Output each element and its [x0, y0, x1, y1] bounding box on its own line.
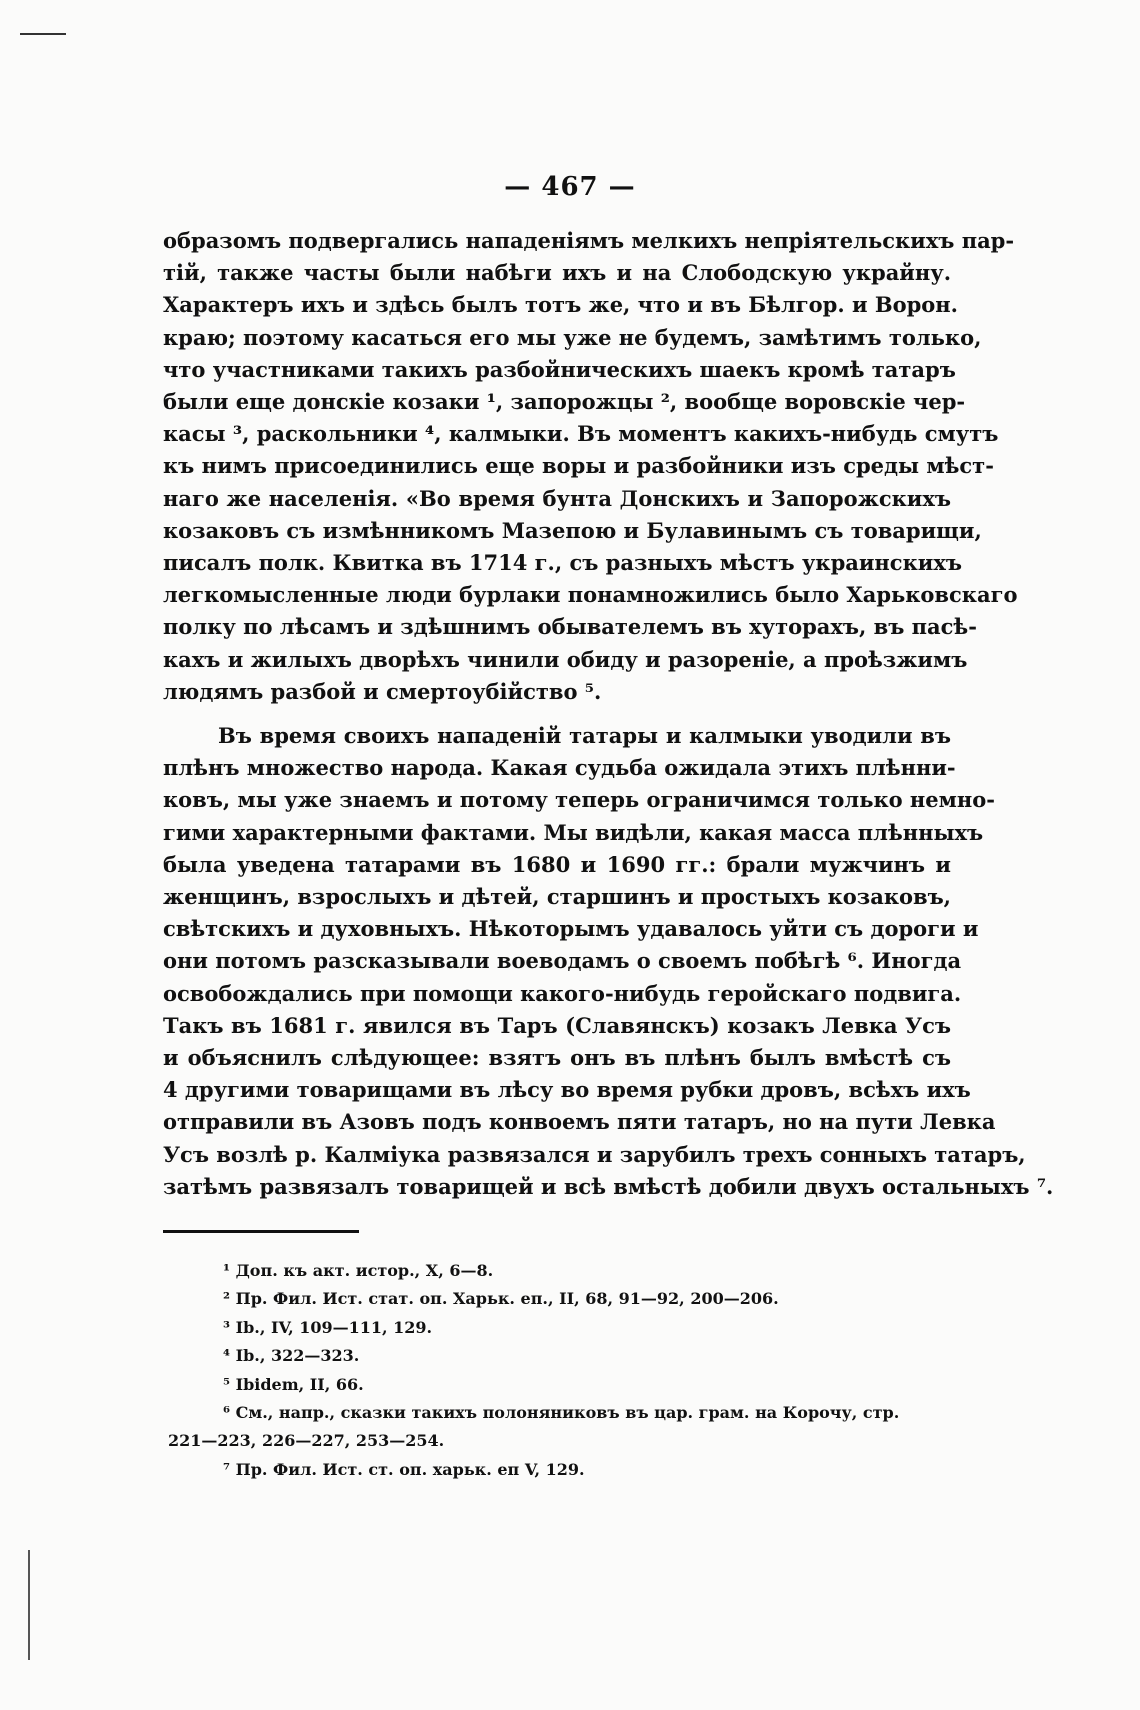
- main-text: [163, 225, 1054, 1203]
- text-line: были еще донскіе козаки ¹, запорожцы ², вообще воровскіе чер-: [163, 389, 966, 415]
- text-line: Въ время своихъ нападеній татары и калмыки уводили въ: [218, 723, 951, 749]
- footnotes: [168, 1257, 952, 1484]
- footnote: ⁶ См., напр., сказки такихъ полоняниковъ въ цар. грам. на Корочу, стр.: [223, 1403, 900, 1423]
- footnote: ⁴ Ib., 322—323.: [223, 1346, 360, 1366]
- footnote: ¹ Доп. къ акт. истор., X, 6—8.: [223, 1261, 494, 1280]
- text-line: легкомысленные люди бурлаки понамножились было Харьковскаго: [163, 582, 1018, 608]
- text-line: ковъ, мы уже знаемъ и потому теперь ограничимся только немно-: [163, 787, 995, 813]
- text-line: освобождались при помощи какого-нибудь геройскаго подвига.: [163, 980, 962, 1006]
- text-line: касы ³, раскольники ⁴, калмыки. Въ моментъ какихъ-нибудь смутъ: [163, 421, 999, 447]
- text-line: образомъ подвергались нападеніямъ мелкихъ непріятельскихъ пар-: [163, 228, 1015, 253]
- scan-edge-line: [28, 1550, 30, 1660]
- text-line: затѣмъ развязалъ товарищей и всѣ вмѣстѣ добили двухъ остальныхъ ⁷.: [163, 1173, 1054, 1199]
- text-line: наго же населенія. «Во время бунта Донскихъ и Запорожскихъ: [163, 485, 951, 511]
- text-line: что участниками такихъ разбойническихъ шаекъ кромѣ татаръ: [163, 356, 956, 382]
- page-number: — 467 —: [504, 172, 636, 202]
- text-line: краю; поэтому касаться его мы уже не будемъ, замѣтимъ только,: [163, 324, 982, 350]
- text-line: они потомъ разсказывали воеводамъ о своемъ побѣгѣ ⁶. Иногда: [163, 948, 962, 974]
- text-line: Такъ въ 1681 г. явился въ Таръ (Славянскъ) козакъ Левка Усъ: [163, 1012, 951, 1038]
- text-line: Усъ возлѣ р. Калміука развязался и зарубилъ трехъ сонныхъ татаръ,: [163, 1141, 1026, 1167]
- footnote: ³ Ib., IV, 109—111, 129.: [223, 1317, 433, 1337]
- text-line: тій, также часты были набѣги ихъ и на Слободскую украйну.: [163, 260, 951, 286]
- text-line: отправили въ Азовъ подъ конвоемъ пяти татаръ, но на пути Левка: [163, 1109, 996, 1135]
- text-line: полку по лѣсамъ и здѣшнимъ обывателемъ въ хуторахъ, въ пасѣ-: [163, 614, 977, 640]
- text-line: козаковъ съ измѣнникомъ Мазепою и Булавинымъ съ товарищи,: [163, 517, 982, 543]
- footnote: ⁵ Ibidem, II, 66.: [223, 1374, 364, 1394]
- text-line: кахъ и жилыхъ дворѣхъ чинили обиду и разореніе, а проѣзжимъ: [163, 646, 968, 672]
- footnote-divider: [163, 1230, 359, 1233]
- text-line: женщинъ, взрослыхъ и дѣтей, старшинъ и простыхъ козаковъ,: [163, 884, 951, 910]
- text-line: людямъ разбой и смертоубійство ⁵.: [163, 678, 602, 704]
- paragraph-2: [163, 720, 1054, 1203]
- text-line: плѣнъ множество народа. Какая судьба ожидала этихъ плѣнни-: [163, 755, 956, 781]
- text-line: писалъ полк. Квитка въ 1714 г., съ разныхъ мѣстъ украинскихъ: [163, 550, 962, 576]
- scan-edge-mark: [20, 33, 66, 35]
- footnote: ⁷ Пр. Фил. Ист. ст. оп. харьк. еп V, 129.: [223, 1459, 585, 1479]
- footnote-continuation: 221—223, 226—227, 253—254.: [168, 1431, 445, 1451]
- text-line: и объяснилъ слѣдующее: взятъ онъ въ плѣнъ былъ вмѣстѣ съ: [163, 1045, 951, 1071]
- paragraph-gap: [163, 708, 951, 720]
- text-line: была уведена татарами въ 1680 и 1690 гг.: брали мужчинъ и: [163, 851, 951, 877]
- text-line: Характеръ ихъ и здѣсь былъ тотъ же, что и въ Бѣлгор. и Ворон.: [163, 292, 958, 318]
- text-line: къ нимъ присоединились еще воры и разбойники изъ среды мѣст-: [163, 453, 994, 479]
- paragraph-1: [163, 225, 1018, 708]
- text-line: гими характерными фактами. Мы видѣли, какая масса плѣнныхъ: [163, 819, 984, 845]
- footnote: ² Пр. Фил. Ист. стат. оп. Харьк. еп., II, 68, 91—92, 200—206.: [223, 1289, 779, 1309]
- text-line: 4 другими товарищами въ лѣсу во время рубки дровъ, всѣхъ ихъ: [163, 1077, 971, 1103]
- text-line: свѣтскихъ и духовныхъ. Нѣкоторымъ удавалось уйти съ дороги и: [163, 916, 979, 942]
